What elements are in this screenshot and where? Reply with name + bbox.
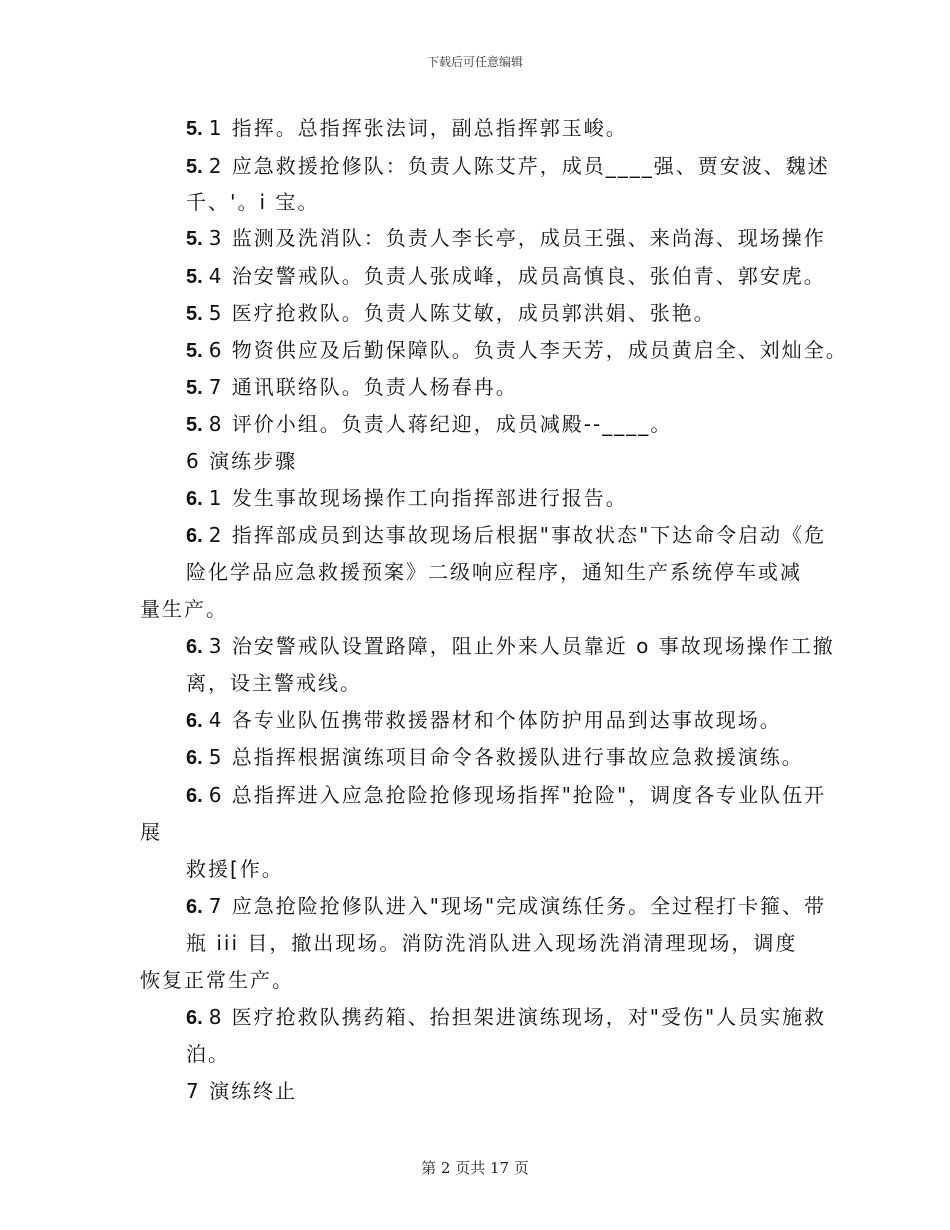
section-heading: 6 演练步骤 — [186, 449, 298, 473]
text-line: 5. 1 指挥。总指挥张法词，副总指挥郭玉峻。 — [186, 116, 628, 140]
section-heading: 7 演练终止 — [186, 1079, 298, 1103]
text-line: 6. 3 治安警戒队设置路障，阻止外来人员靠近 o 事故现场操作工撤 — [186, 634, 835, 658]
text-line: 离，设主警戒线。 — [186, 671, 362, 695]
text-line: 量生产。 — [140, 597, 228, 621]
text-line: 5. 8 评价小组。负责人蒋纪迎，成员减殿--____。 — [186, 412, 673, 436]
text-line: 5. 4 治安警戒队。负责人张成峰，成员高慎良、张伯青、郭安虎。 — [186, 264, 826, 288]
text-line: 5. 3 监测及洗消队：负责人李长亭，成员王强、来尚海、现场操作 — [186, 226, 826, 250]
text-line: 5. 7 通讯联络队。负责人杨春冉。 — [186, 375, 518, 399]
text-line: 5. 5 医疗抢救队。负责人陈艾敏，成员郭洪娟、张艳。 — [186, 301, 716, 325]
text-line: 展 — [140, 820, 162, 844]
text-line: 6. 8 医疗抢救队携药箱、抬担架进演练现场，对"受伤"人员实施救 — [186, 1005, 827, 1029]
text-line: 6. 6 总指挥进入应急抢险抢修现场指挥"抢险"，调度各专业队伍开 — [186, 783, 827, 807]
text-line: 5. 6 物资供应及后勤保障队。负责人李天芳，成员黄启全、刘灿全。 — [186, 338, 848, 362]
text-line: 险化学品应急救援预案》二级响应程序，通知生产系统停车或减 — [186, 560, 802, 584]
page-header: 下载后可任意编辑 — [426, 55, 523, 69]
text-line: 6. 2 指挥部成员到达事故现场后根据"事故状态"下达命令启动《危 — [186, 523, 827, 547]
text-line: 6. 1 发生事故现场操作工向指挥部进行报告。 — [186, 486, 628, 510]
text-line: 千、'。i 宝。 — [186, 190, 320, 214]
text-line: 泊。 — [186, 1042, 230, 1066]
text-line: 恢复正常生产。 — [140, 968, 294, 992]
text-line: 6. 5 总指挥根据演练项目命令各救援队进行事故应急救援演练。 — [186, 745, 804, 769]
text-line: 5. 2 应急救援抢修队：负责人陈艾芹，成员____强、贾安波、魏述 — [186, 154, 830, 178]
text-line: 6. 7 应急抢险抢修队进入"现场"完成演练任务。全过程打卡箍、带 — [186, 894, 827, 918]
text-line: 瓶 iii 目，撤出现场。消防洗消队进入现场洗消清理现场，调度 — [186, 931, 798, 955]
page-footer: 第 2 页共 17 页 — [421, 1159, 529, 1177]
text-line: 6. 4 各专业队伍携带救援器材和个体防护用品到达事故现场。 — [186, 708, 782, 732]
text-line: 救援[作。 — [186, 857, 284, 881]
